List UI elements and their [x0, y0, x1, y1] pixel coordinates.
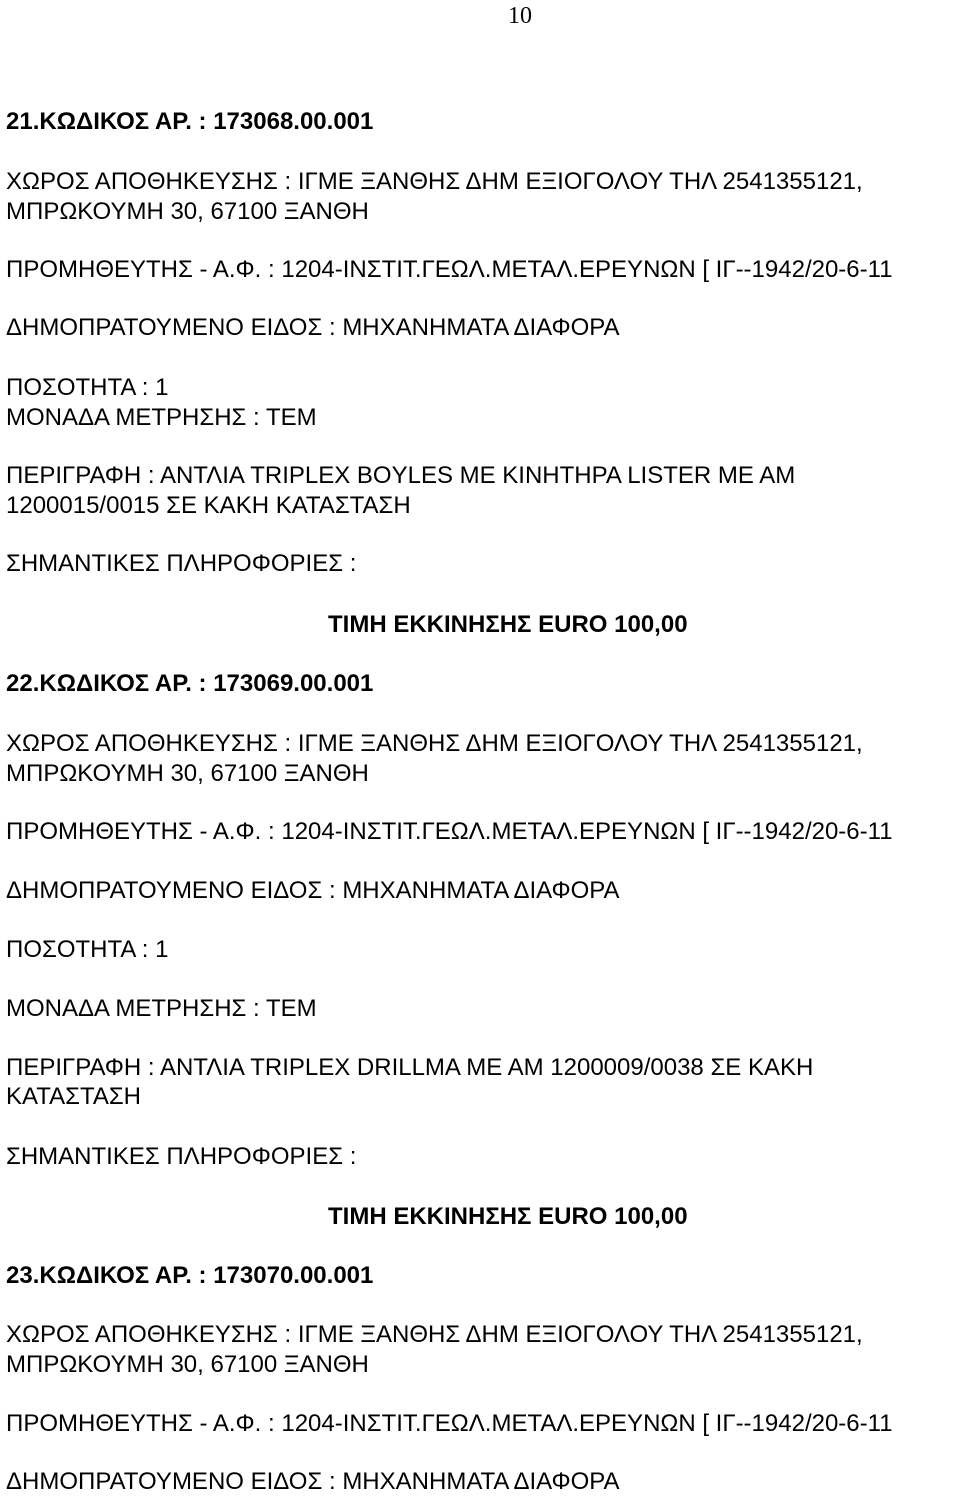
important-info: ΣΗΜΑΝΤΙΚΕΣ ΠΛΗΡΟΦΟΡΙΕΣ : [6, 550, 357, 577]
description-continued: ΚΑΤΑΣΤΑΣΗ [6, 1083, 142, 1110]
quantity: ΠΟΣΟΤΗΤΑ : 1 [6, 936, 169, 963]
storage-address: ΜΠΡΩΚΟΥΜΗ 30, 67100 ΞΑΝΘΗ [6, 760, 369, 787]
quantity: ΠΟΣΟΤΗΤΑ : 1 [6, 374, 169, 401]
storage-address: ΜΠΡΩΚΟΥΜΗ 30, 67100 ΞΑΝΘΗ [6, 198, 369, 225]
important-info: ΣΗΜΑΝΤΙΚΕΣ ΠΛΗΡΟΦΟΡΙΕΣ : [6, 1143, 357, 1170]
storage-address: ΜΠΡΩΚΟΥΜΗ 30, 67100 ΞΑΝΘΗ [6, 1351, 369, 1378]
item-code: 22.ΚΩΔΙΚΟΣ ΑΡ. : 173069.00.001 [6, 670, 374, 697]
description-continued: 1200015/0015 ΣΕ ΚΑΚΗ ΚΑΤΑΣΤΑΣΗ [6, 492, 411, 519]
page-number: 10 [508, 3, 532, 29]
storage-location: ΧΩΡΟΣ ΑΠΟΘΗΚΕΥΣΗΣ : ΙΓΜΕ ΞΑΝΘΗΣ ΔΗΜ ΕΞΙΟΓΟΛΟΥ ΤΗΛ 2541355121, [6, 1321, 863, 1348]
starting-price: ΤΙΜΗ ΕΚΚΙΝΗΣΗΣ EURO 100,00 [328, 1203, 688, 1230]
unit-of-measure: ΜΟΝΑΔΑ ΜΕΤΡΗΣΗΣ : ΤΕΜ [6, 995, 317, 1022]
auctioned-item: ΔΗΜΟΠΡΑΤΟΥΜΕΝΟ ΕΙΔΟΣ : ΜΗΧΑΝΗΜΑΤΑ ΔΙΑΦΟΡΑ [6, 877, 620, 904]
auctioned-item: ΔΗΜΟΠΡΑΤΟΥΜΕΝΟ ΕΙΔΟΣ : ΜΗΧΑΝΗΜΑΤΑ ΔΙΑΦΟΡΑ [6, 314, 620, 341]
description: ΠΕΡΙΓΡΑΦΗ : ΑΝΤΛΙΑ TRIPLEX BOYLES ΜΕ ΚΙΝΗΤΗΡΑ LISTER ΜΕ ΑΜ [6, 462, 796, 489]
unit-of-measure: ΜΟΝΑΔΑ ΜΕΤΡΗΣΗΣ : ΤΕΜ [6, 404, 317, 431]
storage-location: ΧΩΡΟΣ ΑΠΟΘΗΚΕΥΣΗΣ : ΙΓΜΕ ΞΑΝΘΗΣ ΔΗΜ ΕΞΙΟΓΟΛΟΥ ΤΗΛ 2541355121, [6, 168, 863, 195]
starting-price: ΤΙΜΗ ΕΚΚΙΝΗΣΗΣ EURO 100,00 [328, 611, 688, 638]
storage-location: ΧΩΡΟΣ ΑΠΟΘΗΚΕΥΣΗΣ : ΙΓΜΕ ΞΑΝΘΗΣ ΔΗΜ ΕΞΙΟΓΟΛΟΥ ΤΗΛ 2541355121, [6, 730, 863, 757]
item-code: 21.ΚΩΔΙΚΟΣ ΑΡ. : 173068.00.001 [6, 108, 374, 135]
auctioned-item: ΔΗΜΟΠΡΑΤΟΥΜΕΝΟ ΕΙΔΟΣ : ΜΗΧΑΝΗΜΑΤΑ ΔΙΑΦΟΡΑ [6, 1468, 620, 1495]
item-code: 23.ΚΩΔΙΚΟΣ ΑΡ. : 173070.00.001 [6, 1262, 374, 1289]
supplier: ΠΡΟΜΗΘΕΥΤΗΣ - Α.Φ. : 1204-ΙΝΣΤΙΤ.ΓΕΩΛ.ΜΕΤΑΛ.ΕΡΕΥΝΩΝ [ ΙΓ--1942/20-6-11 [6, 256, 893, 283]
description: ΠΕΡΙΓΡΑΦΗ : ΑΝΤΛΙΑ TRIPLEX DRILLMA ΜΕ ΑΜ 1200009/0038 ΣΕ ΚΑΚΗ [6, 1054, 814, 1081]
supplier: ΠΡΟΜΗΘΕΥΤΗΣ - Α.Φ. : 1204-ΙΝΣΤΙΤ.ΓΕΩΛ.ΜΕΤΑΛ.ΕΡΕΥΝΩΝ [ ΙΓ--1942/20-6-11 [6, 818, 893, 845]
supplier: ΠΡΟΜΗΘΕΥΤΗΣ - Α.Φ. : 1204-ΙΝΣΤΙΤ.ΓΕΩΛ.ΜΕΤΑΛ.ΕΡΕΥΝΩΝ [ ΙΓ--1942/20-6-11 [6, 1410, 893, 1437]
